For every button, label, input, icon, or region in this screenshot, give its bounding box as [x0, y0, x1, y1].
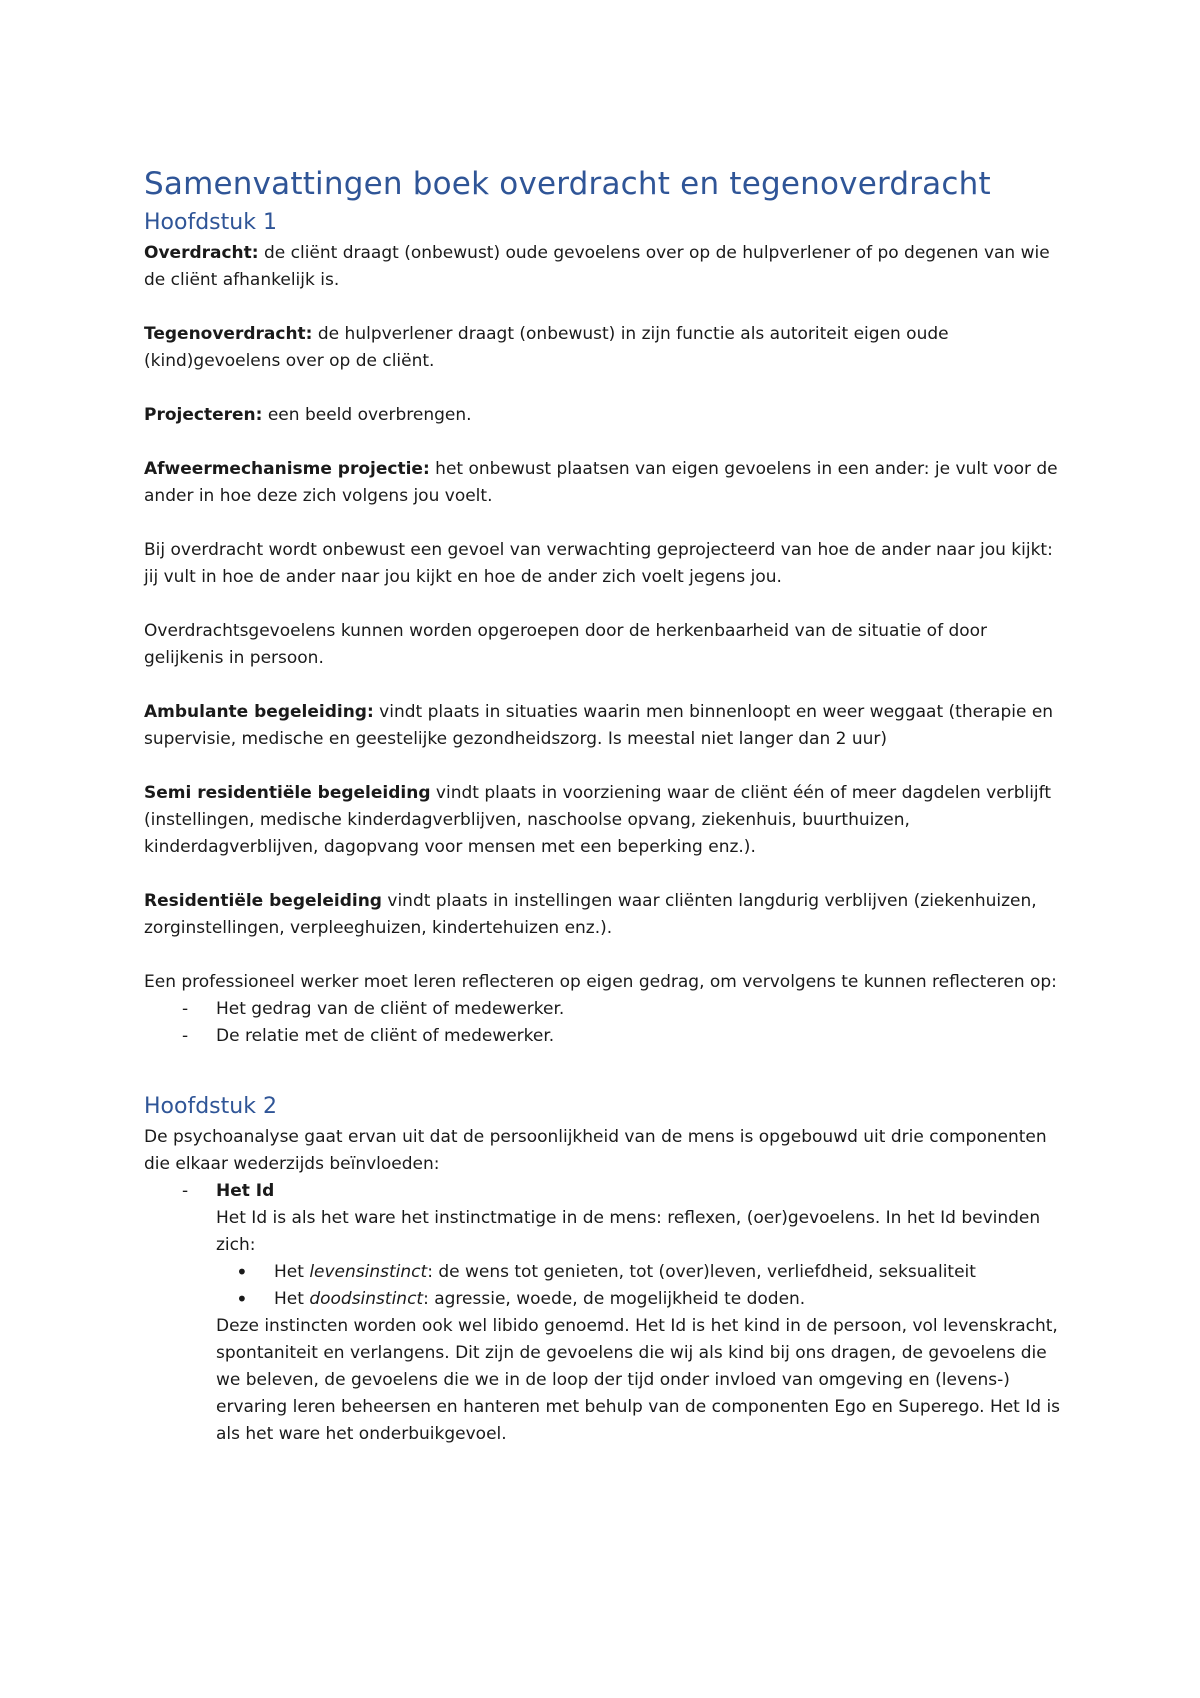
definition-text: de hulpverlener draagt (onbewust) in zijn functie als autoriteit eigen oude (kind)gevoelens over op de cliënt. — [144, 324, 949, 371]
definition-text: de cliënt draagt (onbewust) oude gevoelens over op de hulpverlener of po degenen van wie de cliënt afhankelijk is. — [144, 243, 1050, 290]
definition-text: vindt plaats in situaties waarin men binnenloopt en weer weggaat (therapie en supervisie, medische en geestelijke gezondheidszorg. Is meestal niet langer dan 2 uur) — [144, 702, 1054, 749]
definition-term: Overdracht: — [144, 243, 259, 263]
definition-text: vindt plaats in instellingen waar cliënten langdurig verblijven (ziekenhuizen, zorginstellingen, verpleeghuizen, kindertehuizen enz.). — [144, 891, 1037, 938]
instincts-list — [144, 1259, 1064, 1313]
components-list — [144, 1178, 1064, 1259]
component-description: Het Id is als het ware het instinctmatige in de mens: reflexen, (oer)gevoelens. In het Id bevinden zich: — [216, 1208, 1041, 1255]
paragraph-psychoanalyse: De psychoanalyse gaat ervan uit dat de persoonlijkheid van de mens is opgebouwd uit drie componenten die elkaar wederzijds beïnvloeden: — [144, 1127, 1047, 1174]
definition-projecteren — [144, 402, 1064, 429]
list-item: - Het gedrag van de cliënt of medewerker. — [182, 996, 1064, 1023]
definition-term: Tegenoverdracht: — [144, 324, 313, 344]
instinct-text: : de wens tot genieten, tot (over)leven, verliefdheid, seksualiteit — [427, 1262, 976, 1282]
definition-term: Residentiële begeleiding — [144, 891, 382, 911]
list-item: - De relatie met de cliënt of medewerker. — [182, 1023, 1064, 1050]
paragraph-overdrachtsgevoelens: Overdrachtsgevoelens kunnen worden opgeroepen door de herkenbaarheid van de situatie of door gelijkenis in persoon. — [144, 621, 988, 668]
list-item-levensinstinct — [236, 1259, 1064, 1286]
definition-term: Semi residentiële begeleiding — [144, 783, 431, 803]
paragraph-professioneel-werker: Een professioneel werker moet leren reflecteren op eigen gedrag, om vervolgens te kunnen reflecteren op: — [144, 972, 1057, 992]
definition-text: vindt plaats in voorziening waar de cliënt één of meer dagdelen verblijft (instellingen, medische kinderdagverblijven, naschoolse opvang, ziekenhuis, buurthuizen, kinderdagverblijven, dagopvang voor mensen met een beperking enz.). — [144, 783, 1052, 857]
instinct-text: : agressie, woede, de mogelijkheid te doden. — [423, 1289, 806, 1309]
definition-ambulante-begeleiding — [144, 699, 1064, 753]
definition-semi-residentiele-begeleiding — [144, 780, 1064, 861]
definition-residentiele-begeleiding — [144, 888, 1064, 942]
instinct-prefix: Het — [274, 1262, 310, 1282]
list-item-doodsinstinct — [236, 1286, 1064, 1313]
chapter-1-heading: Hoofdstuk 1 — [144, 210, 277, 235]
definition-tegenoverdracht — [144, 321, 1064, 375]
chapter-2-heading: Hoofdstuk 2 — [144, 1094, 277, 1119]
definition-term: Projecteren: — [144, 405, 263, 425]
document-page — [144, 162, 1064, 1448]
component-title: Het Id — [216, 1181, 275, 1201]
definition-term: Ambulante begeleiding: — [144, 702, 374, 722]
document-title: Samenvattingen boek overdracht en tegenoverdracht — [144, 166, 991, 202]
reflect-list — [144, 996, 1064, 1050]
list-item-het-id — [182, 1178, 1064, 1259]
definition-overdracht — [144, 240, 1064, 294]
instinct-prefix: Het — [274, 1289, 310, 1309]
definition-afweermechanisme — [144, 456, 1064, 510]
instinct-term: doodsinstinct — [309, 1289, 424, 1309]
instinct-term: levensinstinct — [309, 1262, 428, 1282]
definition-term: Afweermechanisme projectie: — [144, 459, 430, 479]
definition-text: het onbewust plaatsen van eigen gevoelens in een ander: je vult voor de ander in hoe deze zich volgens jou voelt. — [144, 459, 1058, 506]
definition-text: een beeld overbrengen. — [262, 405, 472, 425]
paragraph-overdracht: Bij overdracht wordt onbewust een gevoel van verwachting geprojecteerd van hoe de ander naar jou kijkt: jij vult in hoe de ander naar jou kijkt en hoe de ander zich voelt jegens jou. — [144, 540, 1053, 587]
paragraph-id-closing: Deze instincten worden ook wel libido genoemd. Het Id is het kind in de persoon, vol levenskracht, spontaniteit en verlangens. Dit zijn de gevoelens die wij als kind bij ons dragen, de gevoelens die we beleven, de gevoelens die we in de loop der tijd onder invloed van omgeving en (levens-) ervaring leren beheersen en hanteren met behulp van de componenten Ego en Superego. Het Id is als het ware het onderbuikgevoel. — [216, 1316, 1061, 1444]
